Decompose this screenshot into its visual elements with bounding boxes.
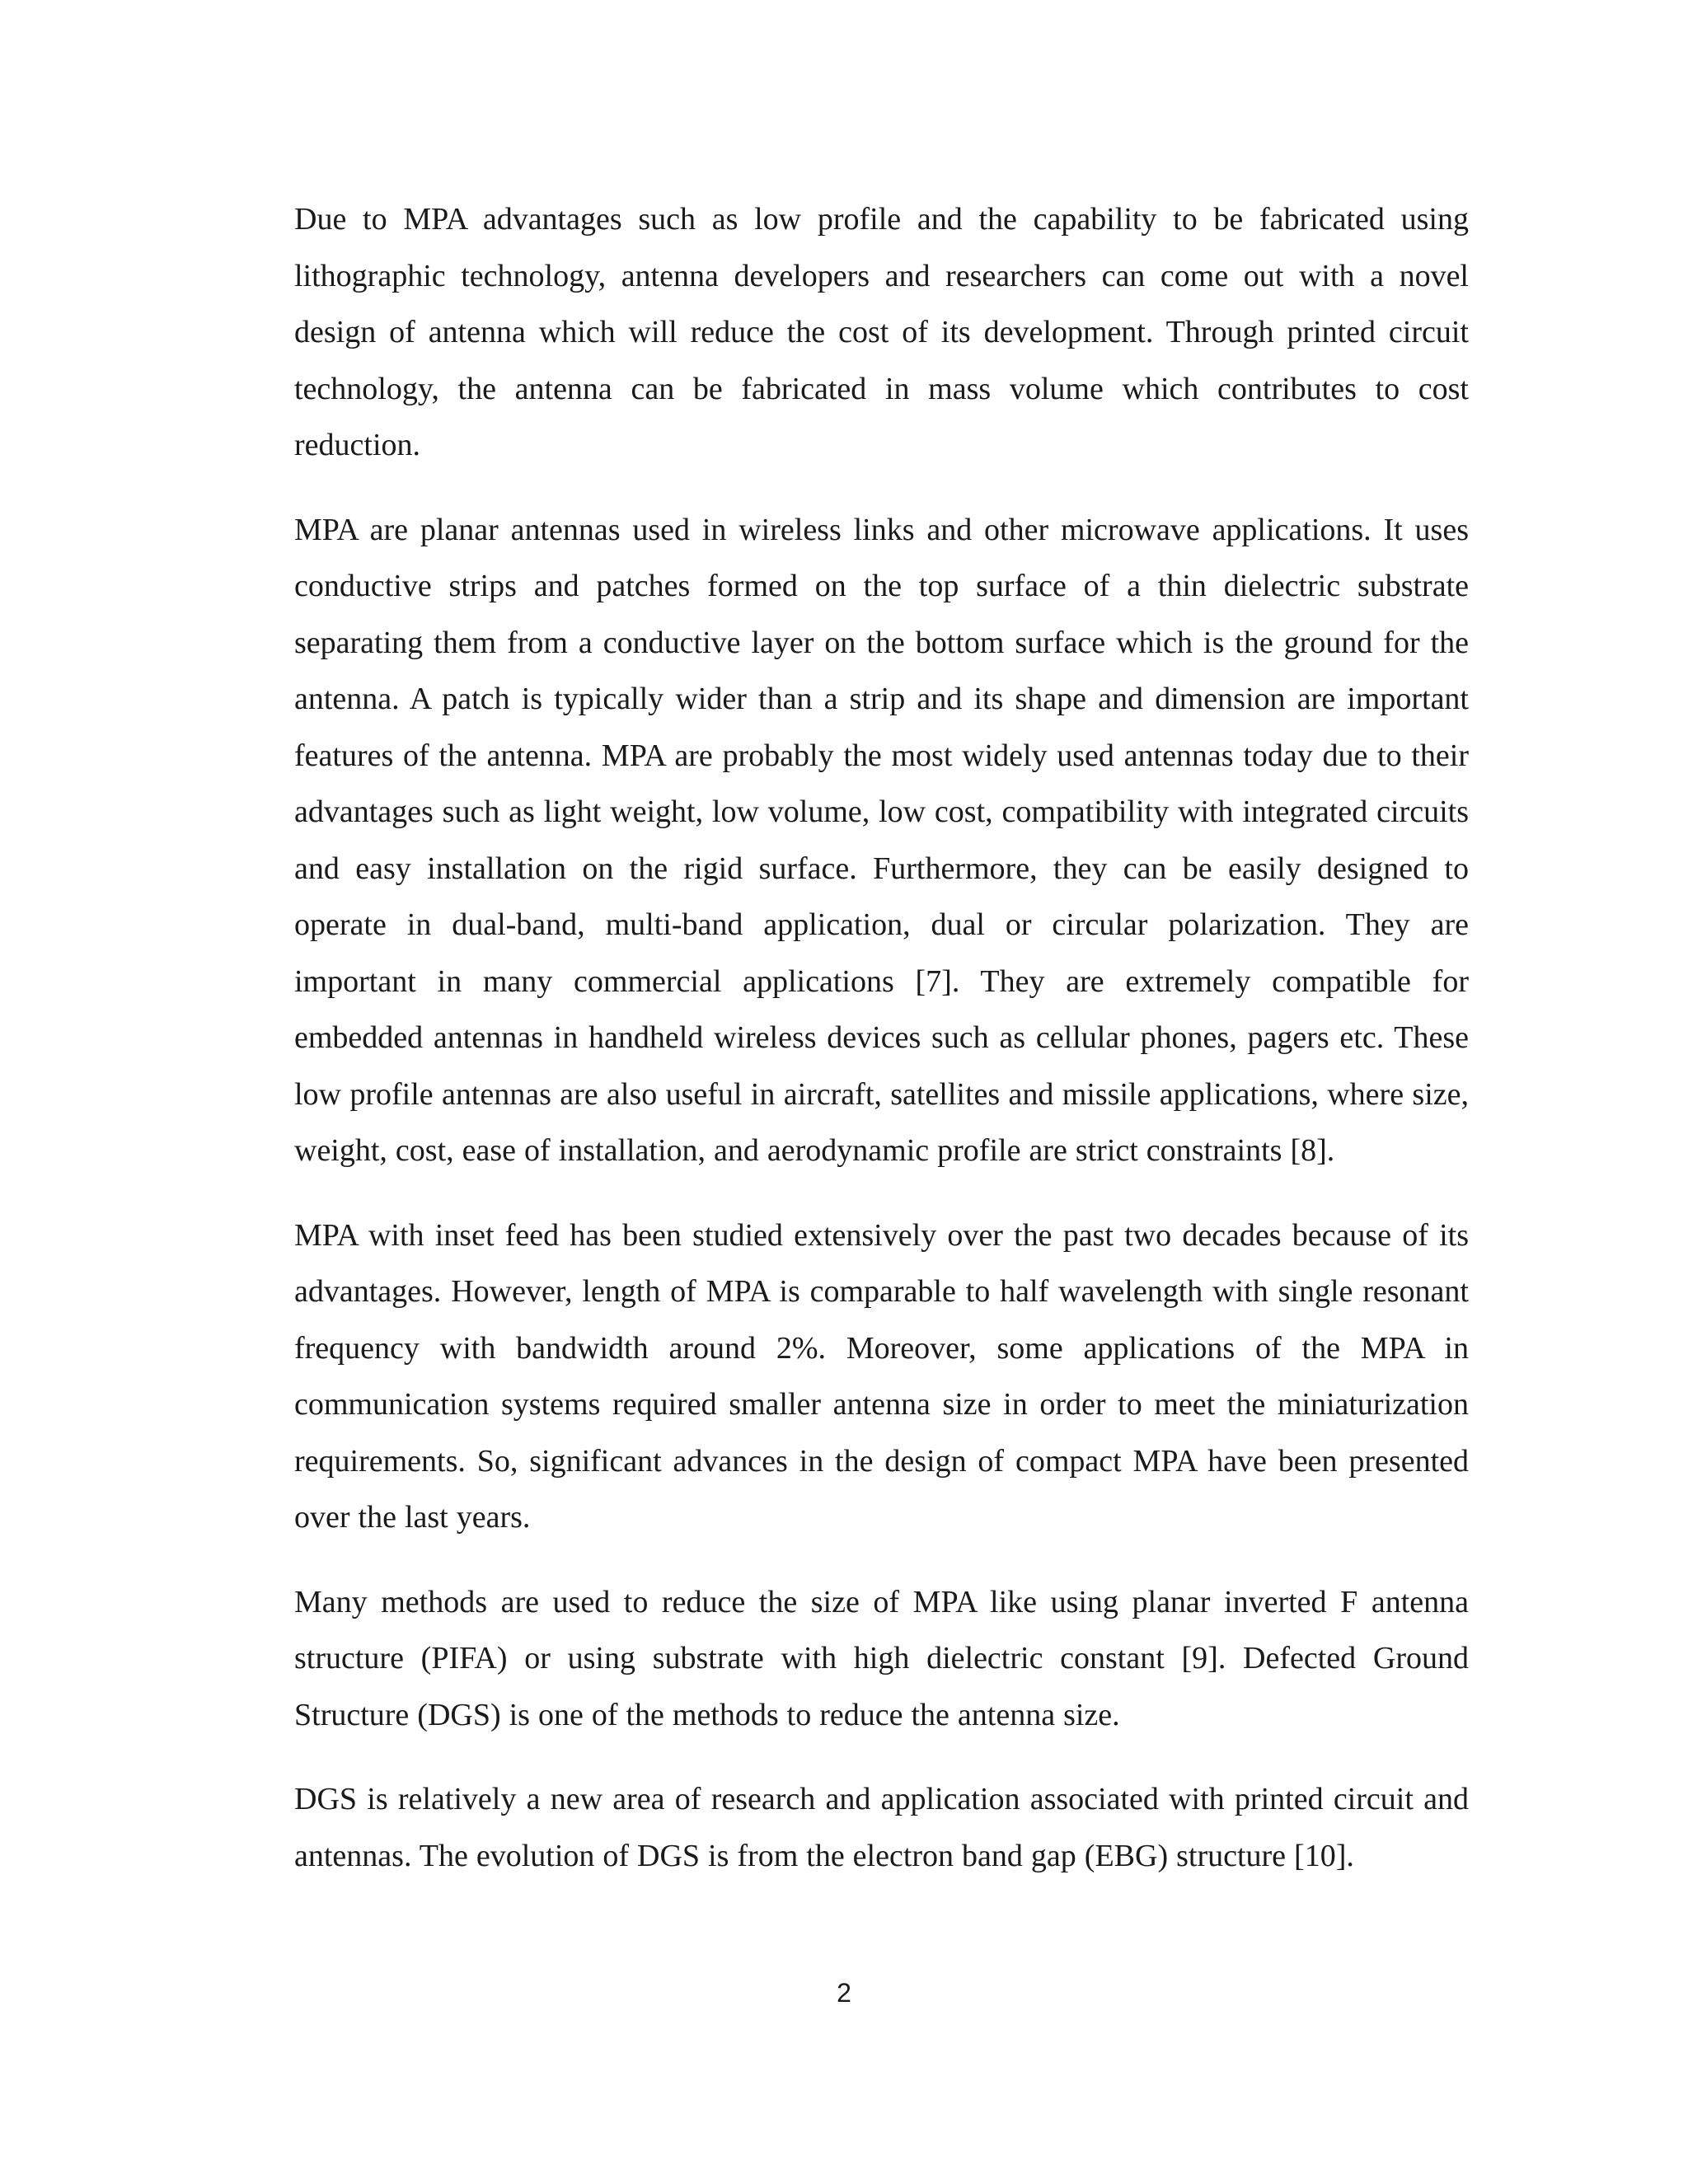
paragraph-size-reduction-methods: Many methods are used to reduce the size of MPA like using planar inverted F antenna structure (PIFA) or using substrate with high dielectric constant [9]. Defected Ground Structure (DGS) is one of the methods to reduce the antenna size. — [294, 1584, 1469, 1732]
paragraph-mpa-advantages: Due to MPA advantages such as low profile and the capability to be fabricated using lithographic technology, antenna developers and researchers can come out with a novel design of antenna which will reduce the cost of its development. Through printed circuit technology, the antenna can be fabricated in mass volume which contributes to cost reduction. — [294, 202, 1469, 462]
paragraph-mpa-inset-feed: MPA with inset feed has been studied extensively over the past two decades because of its advantages. However, length of MPA is comparable to half wavelength with single resonant frequency with bandwidth around 2%. Moreover, some applications of the MPA in communication systems required smaller antenna size in order to meet the miniaturization requirements. So, significant advances in the design of compact MPA have been presented over the last years. — [294, 1217, 1469, 1535]
paragraph-mpa-planar-antennas: MPA are planar antennas used in wireless links and other microwave applications. It uses conductive strips and patches formed on the top surface of a thin dielectric substrate separating them from a conductive layer on the bottom surface which is the ground for the antenna. A patch is typically wider than a strip and its shape and dimension are important features of the antenna. MPA are probably the most widely used antennas today due to their advantages such as light weight, low volume, low cost, compatibility with integrated circuits and easy installation on the rigid surface. Furthermore, they can be easily designed to operate in dual-band, multi-band application, dual or circular polarization. They are important in many commercial applications [7]. They are extremely compatible for embedded antennas in handheld wireless devices such as cellular phones, pagers etc. These low profile antennas are also useful in aircraft, satellites and missile applications, where size, weight, cost, ease of installation, and aerodynamic profile are strict constraints [8]. — [294, 512, 1469, 1168]
document-body — [294, 191, 1469, 1912]
page-number: 2 — [837, 1978, 851, 2008]
paragraph-dgs-research: DGS is relatively a new area of research and application associated with printed circuit and antennas. The evolution of DGS is from the electron band gap (EBG) structure [10]. — [294, 1782, 1469, 1873]
